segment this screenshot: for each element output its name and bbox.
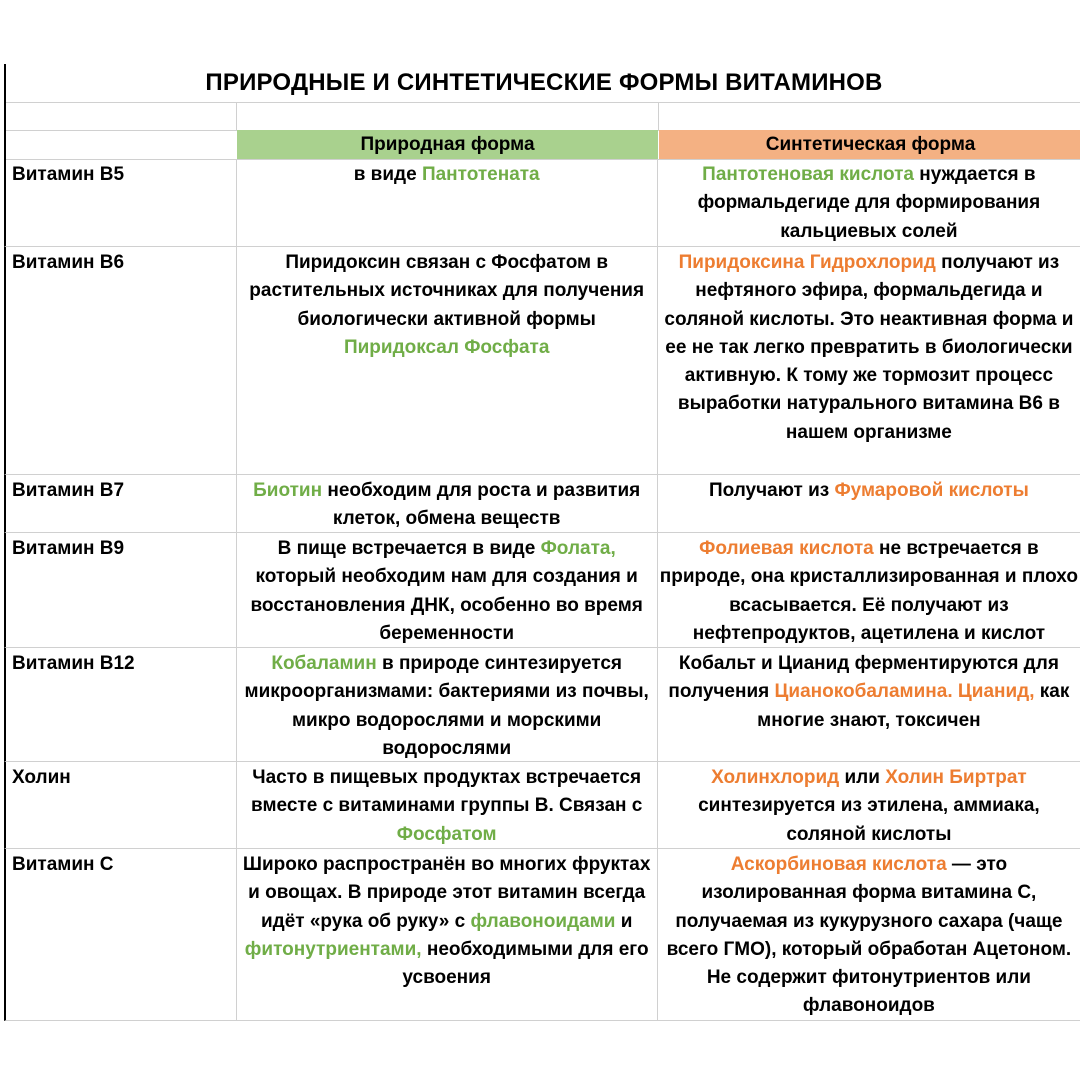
synthetic-form-cell [658, 247, 1080, 474]
column-divider [236, 102, 237, 130]
natural-form-cell [237, 533, 658, 647]
cell-text: нуждается в формальдегиде для формирования кальциевых солей [697, 164, 1041, 242]
cell-text: как многие знают, токсичен [757, 681, 1070, 731]
orange-highlight-text: Аскорбиновая кислота [730, 854, 947, 875]
vitamin-name-cell: Витамин В7 [6, 475, 237, 532]
synthetic-form-header: Синтетическая форма [659, 130, 1080, 159]
table-row [4, 849, 1080, 1021]
natural-form-cell [237, 159, 658, 246]
cell-text: Пиридоксин связан с Фосфатом в растительных источниках для получения биологически активной формы [249, 252, 645, 330]
synthetic-form-cell [658, 159, 1080, 246]
cell-text: Часто в пищевых продуктах встречается вместе с витаминами группы В. Связан с [251, 767, 643, 817]
vitamin-name-cell: Витамин В9 [6, 533, 237, 647]
table-row [4, 762, 1080, 849]
synthetic-form-cell [658, 849, 1080, 1020]
synthetic-form-cell [658, 762, 1080, 848]
vitamin-name-cell: Витамин С [6, 849, 237, 1020]
natural-form-header: Природная форма [237, 130, 658, 159]
orange-highlight-text: Холинхлорид [711, 767, 840, 788]
orange-highlight-text: Фумаровой кислоты [834, 480, 1029, 501]
orange-highlight-text: Цианид, [957, 681, 1035, 703]
cell-text: Широко распространён во многих фруктах и овощах. В природе этот витамин всегда идёт «рука об руку» с [242, 854, 651, 932]
orange-highlight-text: Пиридоксина Гидрохлорид [678, 252, 936, 273]
cell-text: не встречается в природе, она кристаллизированная и плохо всасывается. Её получают из нефтепродуктов, ацетилена и кислот [659, 538, 1078, 644]
cell-text: необходимыми для его усвоения [402, 938, 649, 989]
cell-text: Кобальт и Цианид ферментируются для получения [668, 653, 1059, 703]
green-highlight-text: Биотин [253, 480, 323, 501]
cell-text: необходим для роста и развития клеток, обмена веществ [322, 480, 641, 530]
green-highlight-text: Фосфатом [396, 823, 497, 845]
cell-text: В пище встречается в виде [277, 538, 541, 559]
cell-text: и [615, 910, 633, 932]
vitamin-table [4, 159, 1080, 1021]
column-divider [658, 102, 659, 130]
table-row [4, 648, 1080, 762]
green-highlight-text: Пантотената [421, 164, 540, 185]
synthetic-form-cell [658, 648, 1080, 761]
vitamin-name-cell: Витамин В12 [6, 648, 237, 761]
cell-text: в виде [353, 164, 422, 185]
empty-row [4, 102, 1080, 131]
orange-highlight-text: Холин Биртрат [885, 767, 1027, 788]
cell-text: Получают из [708, 480, 835, 501]
green-highlight-text: Пиридоксал Фосфата [343, 336, 550, 358]
table-row [4, 247, 1080, 475]
table-row [4, 159, 1080, 247]
cell-text: синтезируется из этилена, аммиака, соляной кислоты [698, 795, 1040, 845]
vitamin-name-cell: Витамин В5 [6, 159, 237, 246]
natural-form-cell [237, 648, 658, 761]
cell-text: который необходим нам для создания и восстановления ДНК, особенно во время беременности [250, 566, 643, 644]
green-highlight-text: Фолата, [540, 538, 616, 559]
green-highlight-text: флавоноидами [470, 910, 616, 932]
synthetic-form-cell [658, 533, 1080, 647]
column-header-row [4, 130, 1080, 160]
green-highlight-text: Пантотеновая кислота [702, 164, 914, 185]
natural-form-cell [237, 849, 658, 1020]
cell-text: в природе синтезируется микроорганизмами: бактериями из почвы, микро водорослями и морскими водорослями [244, 653, 649, 759]
synthetic-form-cell [658, 475, 1080, 532]
vitamin-name-cell: Холин [6, 762, 237, 848]
natural-form-cell [237, 475, 658, 532]
table-row [4, 533, 1080, 648]
table-row [4, 475, 1080, 533]
green-highlight-text: Кобаламин [271, 653, 377, 674]
table-title: ПРИРОДНЫЕ И СИНТЕТИЧЕСКИЕ ФОРМЫ ВИТАМИНОВ [4, 64, 1080, 103]
orange-highlight-text: Фолиевая кислота [699, 538, 874, 559]
vitamin-name-cell: Витамин В6 [6, 247, 237, 474]
green-highlight-text: фитонутриентами, [244, 938, 422, 960]
cell-text: получают из нефтяного эфира, формальдегида и соляной кислоты. Это неактивная форма и ее не так легко превратить в биологически активную. К тому же тормозит процесс выработки натурального витамина В6 в нашем организме [664, 252, 1074, 443]
orange-highlight-text: Цианокобаламина. [774, 681, 953, 703]
cell-text: — это изолированная форма витамина С, получаемая из кукурузного сахара (чаще всего ГМО), который обработан Ацетоном. Не содержит фитонутриентов или флавоноидов [666, 854, 1072, 1017]
natural-form-cell [237, 247, 658, 474]
cell-text: или [839, 767, 886, 788]
natural-form-cell [237, 762, 658, 848]
